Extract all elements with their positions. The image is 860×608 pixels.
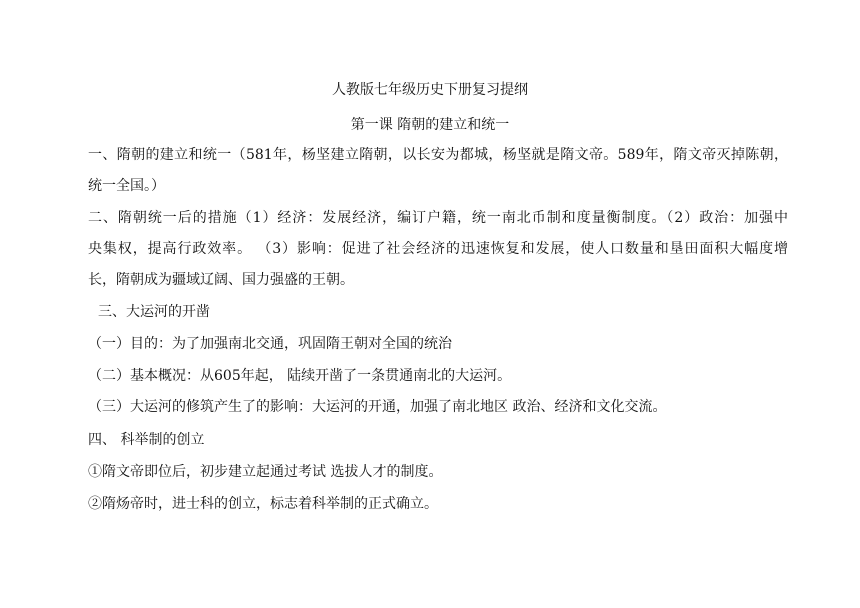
section-4-item-1: ①隋文帝即位后，初步建立起通过考试 选拔人才的制度。	[88, 464, 443, 480]
lesson-title: 第一课 隋朝的建立和统一	[350, 117, 510, 133]
section-3-heading: 三、大运河的开凿	[98, 304, 210, 320]
section-3-item-1: （一）目的：为了加强南北交通，巩固隋王朝对全国的统治	[88, 336, 452, 352]
section-2-line-1: 二、隋朝统一后的措施（1）经济：发展经济，编订户籍，统一南北币制和度量衡制度。（2）政治：加强中	[88, 210, 788, 226]
section-4-heading: 四、 科举制的创立	[88, 432, 205, 448]
document-title: 人教版七年级历史下册复习提纲	[332, 82, 528, 98]
section-4-item-2: ②隋炀帝时，进士科的创立，标志着科举制的正式确立。	[88, 496, 438, 512]
section-2-line-2: 央集权，提高行政效率。 （3）影响：促进了社会经济的迅速恢复和发展，使人口数量和垦田面积大幅度增	[88, 241, 788, 257]
section-1-line-1: 一、隋朝的建立和统一（581年，杨坚建立隋朝，以长安为都城，杨坚就是隋文帝。589年，隋文帝灭掉陈朝，	[88, 147, 788, 163]
section-3-item-3: （三）大运河的修筑产生了的影响：大运河的开通，加强了南北地区 政治、经济和文化交流。	[88, 399, 667, 415]
section-2-line-3: 长，隋朝成为疆域辽阔、国力强盛的王朝。	[88, 272, 354, 288]
section-3-item-2: （二）基本概况：从605年起， 陆续开凿了一条贯通南北的大运河。	[88, 368, 512, 384]
section-1-line-2: 统一全国。）	[88, 178, 165, 194]
